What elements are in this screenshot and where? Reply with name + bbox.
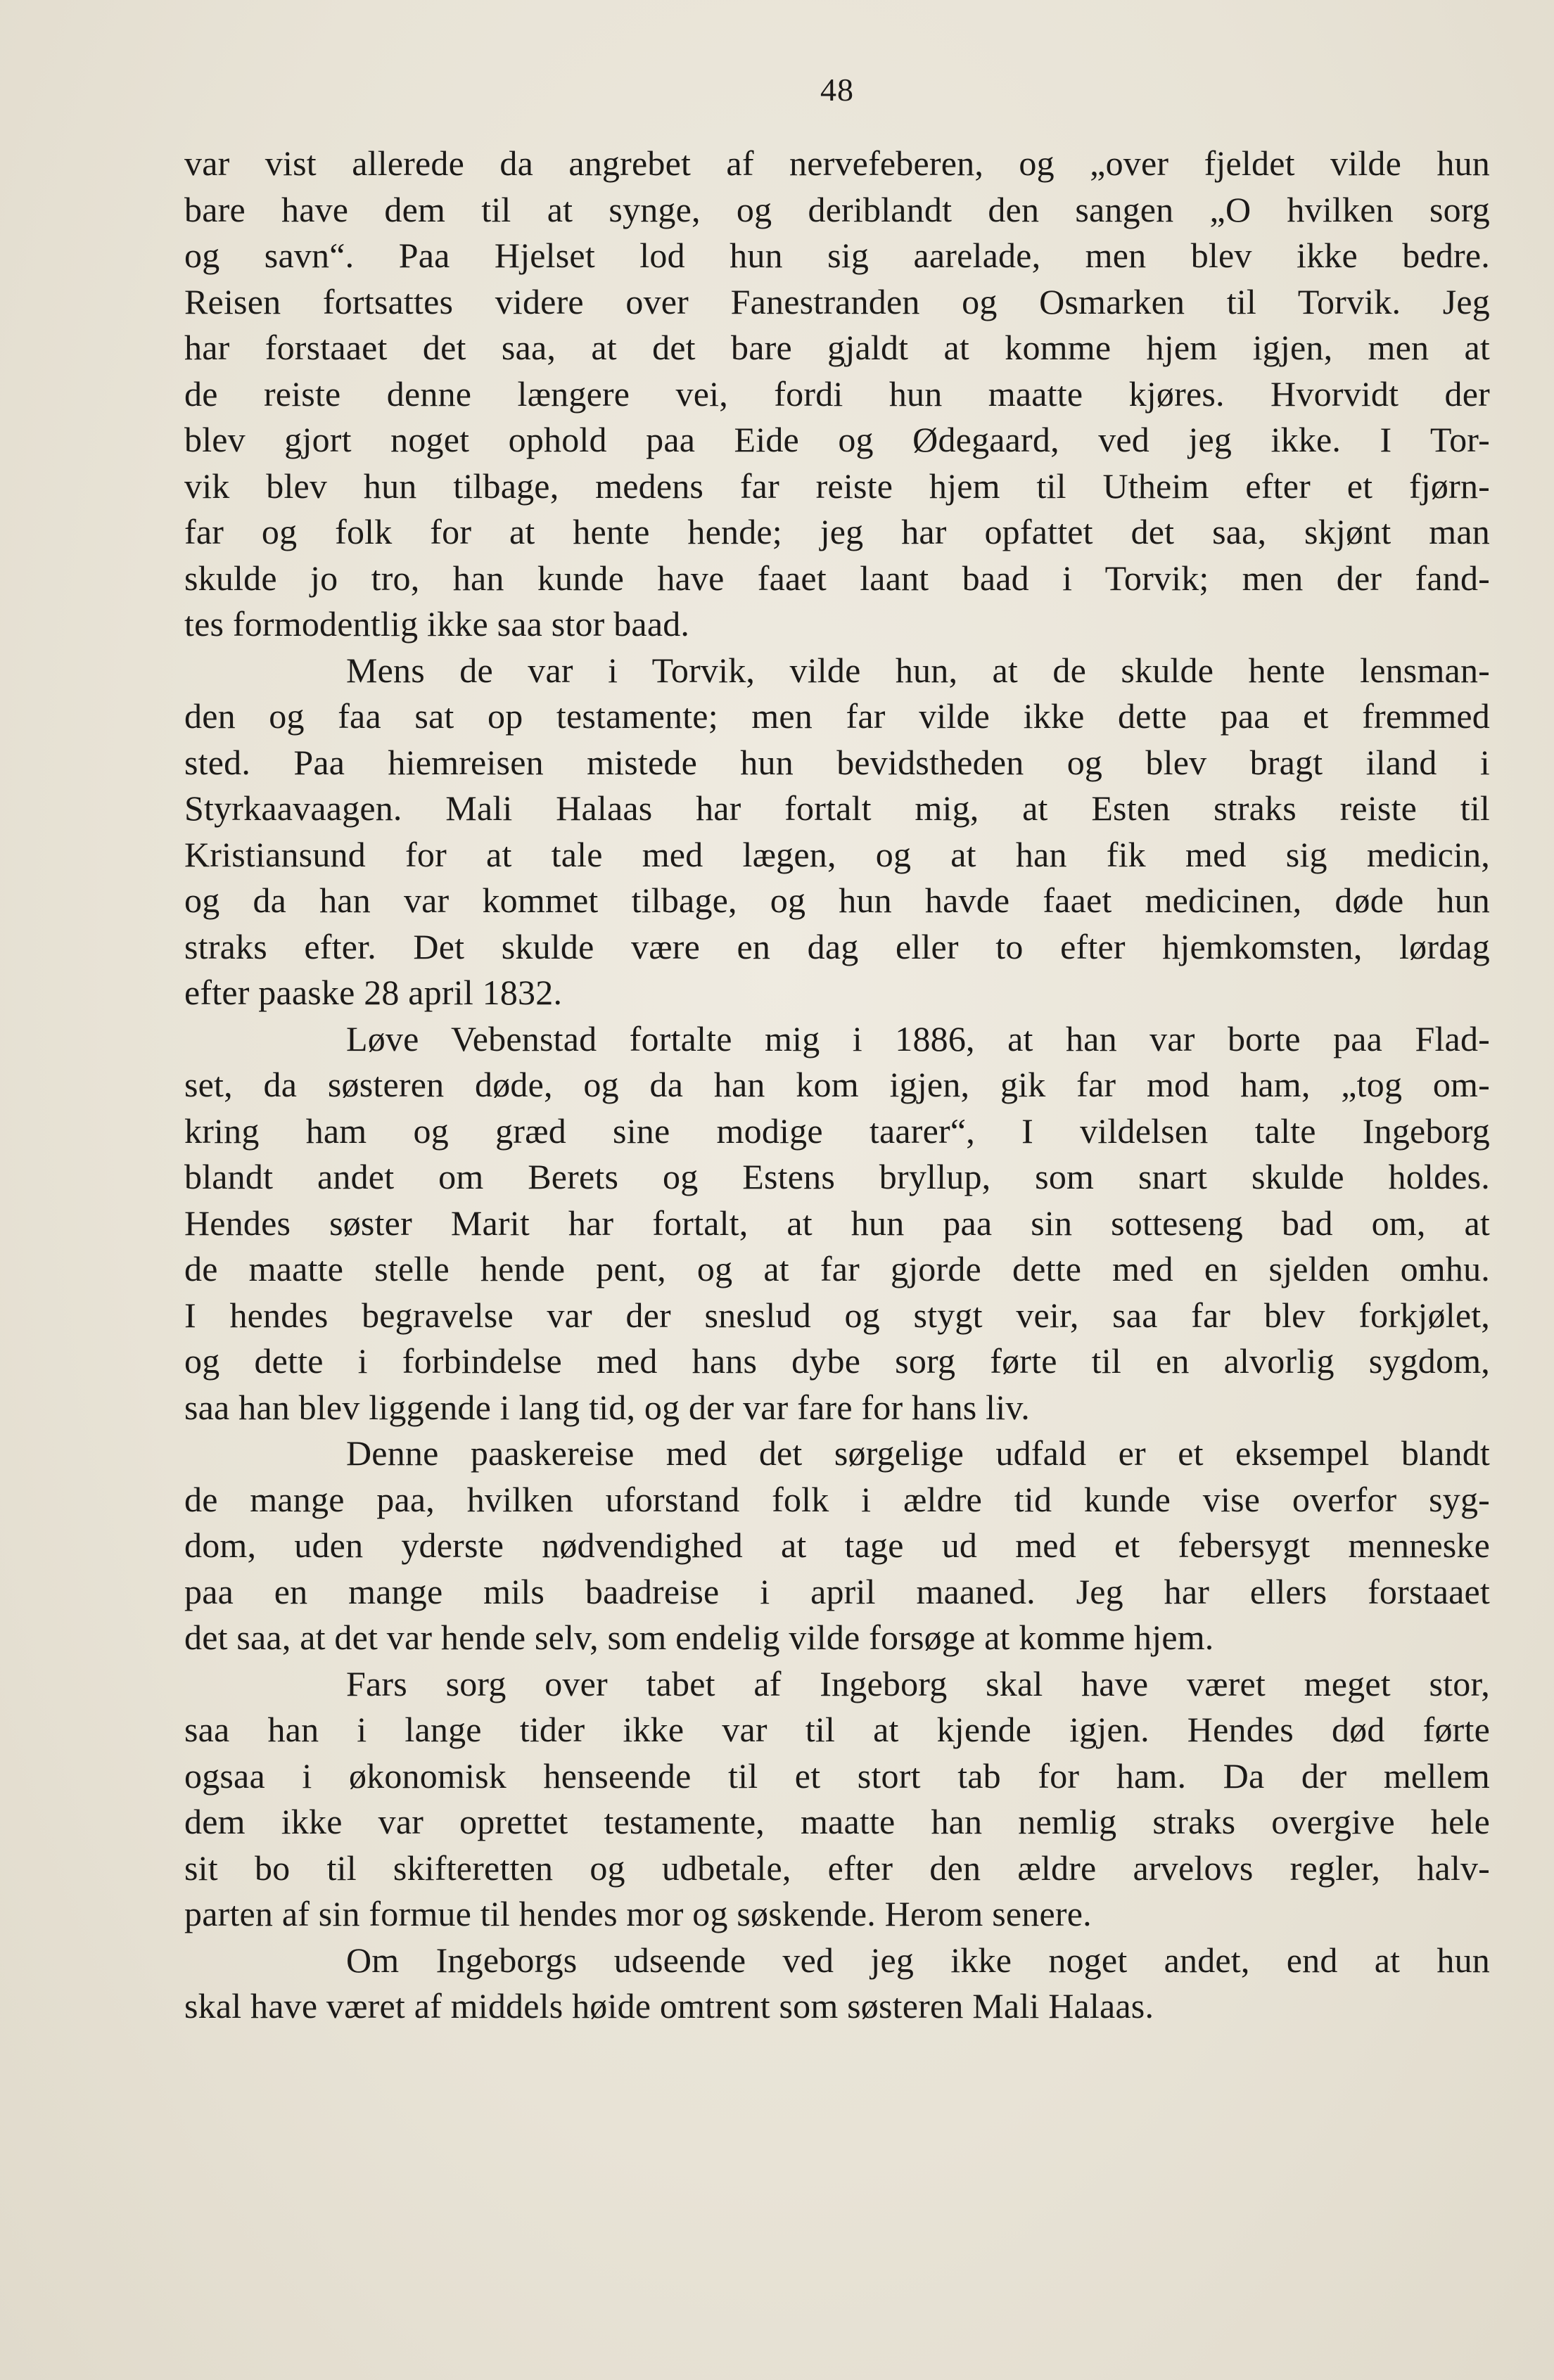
text-line: sted. Paa hiemreisen mistede hun bevidstheden og blev bragt iland i [184,742,1490,782]
text-line: Om Ingeborgs udseende ved jeg ikke noget andet, end at hun [346,1940,1490,1980]
text-line: far og folk for at hente hende; jeg har opfattet det saa, skjønt man [184,512,1490,551]
text-line: kring ham og græd sine modige taarer“, I vildelsen talte Ingeborg [184,1111,1490,1151]
text-line: Reisen fortsattes videre over Fanestranden og Osmarken til Torvik. Jeg [184,281,1490,321]
text-line: og dette i forbindelse med hans dybe sorg førte til en alvorlig sygdom, [184,1341,1490,1381]
text-line: skulde jo tro, han kunde have faaet laant baad i Torvik; men der fand- [184,558,1490,598]
text-line: det saa, at det var hende selv, som endelig vilde forsøge at komme hjem. [184,1618,1214,1657]
text-line: og savn“. Paa Hjelset lod hun sig aarelade, men blev ikke bedre. [184,236,1490,275]
text-line: Kristiansund for at tale med lægen, og at han fik med sig medicin, [184,834,1490,874]
text-line: saa han i lange tider ikke var til at kjende igjen. Hendes død førte [184,1710,1490,1749]
text-line: Mens de var i Torvik, vilde hun, at de skulde hente lensman- [346,650,1490,690]
text-line: paa en mange mils baadreise i april maaned. Jeg har ellers forstaaet [184,1571,1490,1611]
text-line: bare have dem til at synge, og deriblandt den sangen „O hvilken sorg [184,189,1490,229]
text-line: parten af sin formue til hendes mor og søskende. Herom senere. [184,1894,1092,1933]
text-line: ogsaa i økonomisk henseende til et stort tab for ham. Da der mellem [184,1755,1490,1796]
text-line: de reiste denne længere vei, fordi hun maatte kjøres. Hvorvidt der [184,373,1490,414]
text-line: den og faa sat op testamente; men far vilde ikke dette paa et fremmed [184,696,1490,736]
page-number: 48 [820,72,854,108]
text-line: Styrkaavaagen. Mali Halaas har fortalt mig, at Esten straks reiste til [184,788,1490,828]
body-text [184,141,1490,2030]
text-line: straks efter. Det skulde være en dag eller to efter hjemkomsten, lørdag [184,926,1490,966]
text-line: og da han var kommet tilbage, og hun havde faaet medicinen, døde hun [184,881,1490,920]
text-line: Denne paaskereise med det sørgelige udfald er et eksempel blandt [346,1433,1490,1473]
text-line: blandt andet om Berets og Estens bryllup, som snart skulde holdes. [184,1157,1490,1196]
text-line: de mange paa, hvilken uforstand folk i ældre tid kunde vise overfor syg- [184,1479,1490,1519]
text-line: dem ikke var oprettet testamente, maatte han nemlig straks overgive hele [184,1802,1490,1841]
text-line: set, da søsteren døde, og da han kom igjen, gik far mod ham, „tog om- [184,1065,1490,1104]
text-line: blev gjort noget ophold paa Eide og Ødegaard, ved jeg ikke. I Tor- [184,420,1490,459]
text-line: sit bo til skifteretten og udbetale, efter den ældre arvelovs regler, halv- [184,1848,1490,1888]
text-line: Hendes søster Marit har fortalt, at hun paa sin sotteseng bad om, at [184,1203,1490,1243]
text-line: var vist allerede da angrebet af nervefeberen, og „over fjeldet vilde hun [184,143,1490,183]
text-line: I hendes begravelse var der sneslud og stygt veir, saa far blev forkjølet, [184,1295,1490,1335]
text-line: saa han blev liggende i lang tid, og der var fare for hans liv. [184,1387,1031,1427]
text-line: skal have været af middels høide omtrent som søsteren Mali Halaas. [184,1986,1154,2026]
text-line: efter paaske 28 april 1832. [184,973,563,1012]
text-line: tes formodentlig ikke saa stor baad. [184,604,690,644]
text-line: dom, uden yderste nødvendighed at tage ud med et febersygt menneske [184,1525,1490,1565]
text-line: de maatte stelle hende pent, og at far gjorde dette med en sjelden omhu. [184,1249,1490,1288]
text-line: Fars sorg over tabet af Ingeborg skal have været meget stor, [346,1663,1490,1703]
text-line: vik blev hun tilbage, medens far reiste hjem til Utheim efter et fjørn- [184,466,1490,506]
text-line: har forstaaet det saa, at det bare gjaldt at komme hjem igjen, men at [184,328,1490,367]
text-line: Løve Vebenstad fortalte mig i 1886, at han var borte paa Flad- [346,1018,1490,1058]
